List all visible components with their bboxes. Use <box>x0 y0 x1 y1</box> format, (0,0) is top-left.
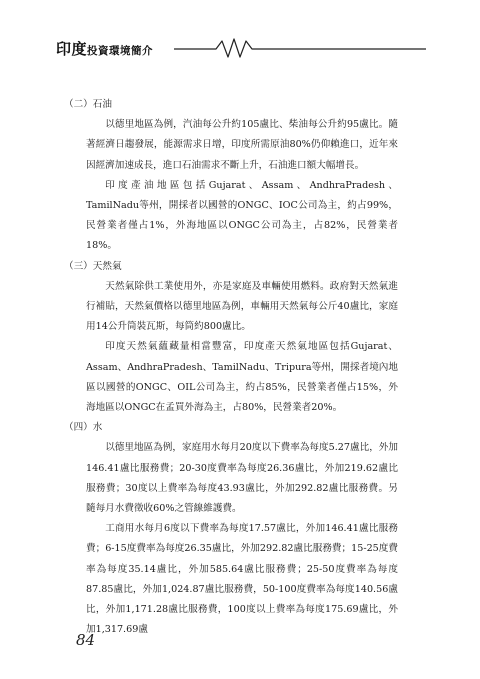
running-header <box>56 36 426 60</box>
section-heading-natural-gas: （三）天然氣 <box>64 260 122 272</box>
section-heading-oil: （二）石油 <box>64 99 112 110</box>
paragraph: 工商用水每月6度以下費率為每度17.57盧比，外加146.41盧比服務費；6-15度費率為每度26.35盧比，外加292.82盧比服務費；15-25度費率為每度35.14盧比，外加585.64盧比服務費；25-50度費率為每度87.85盧比，外加1,024.87盧比服務費，50-100度費率為每度140.56盧比，外加1,171.28盧比服務費，100度以上費率為每度175.69盧比，外加1,317.69盧 <box>86 523 398 636</box>
section-heading-water: （四）水 <box>64 422 103 434</box>
header-title-sub: 投資環境簡介 <box>87 45 154 57</box>
paragraph: 以德里地區為例，汽油每公升約105盧比、柴油每公升約95盧比。隨著經濟日趨發展，能源需求日增，印度所需原油80%仍仰賴進口，近年來因經濟加速成長，進口石油需求不斷上升，石油進口額大幅增長。 <box>86 119 398 171</box>
paragraph: 以德里地區為例，家庭用水每月20度以下費率為每度5.27盧比，外加146.41盧比服務費；20-30度費率為每度26.36盧比，外加219.62盧比服務費；30度以上費率為每度43.93盧比，外加292.82盧比服務費。另隨每月水費徵收60%之管線維護費。 <box>86 442 398 515</box>
header-title-main: 印度 <box>56 40 88 58</box>
paragraph: 天然氣除供工業使用外，亦是家庭及車輛使用燃料。政府對天然氣進行補貼，天然氣價格以德里地區為例，車輛用天然氣每公斤40盧比，家庭用14公升筒裝瓦斯，每筒約800盧比。 <box>86 280 398 333</box>
page-number: 84 <box>76 631 96 649</box>
paragraph: 印度產油地區包括Gujarat、Assam、AndhraPradesh、TamilNadu等州，開採者以國營的ONGC、IOC公司為主，約占99%，民營業者僅占1%，外海地區以ONGC公司為主，占82%，民營業者18%。 <box>86 179 398 252</box>
header-zigzag-line <box>56 36 426 60</box>
paragraph: 印度天然氣蘊藏量相當豐富，印度產天然氣地區包括Gujarat、Assam、AndhraPradesh、TamilNadu、Tripura等州，開採者境內地區以國營的ONGC、OIL公司為主，約占85%，民營業者僅占15%，外海地區以ONGC在孟買外海為主，占80%，民營業者20%。 <box>86 341 398 414</box>
